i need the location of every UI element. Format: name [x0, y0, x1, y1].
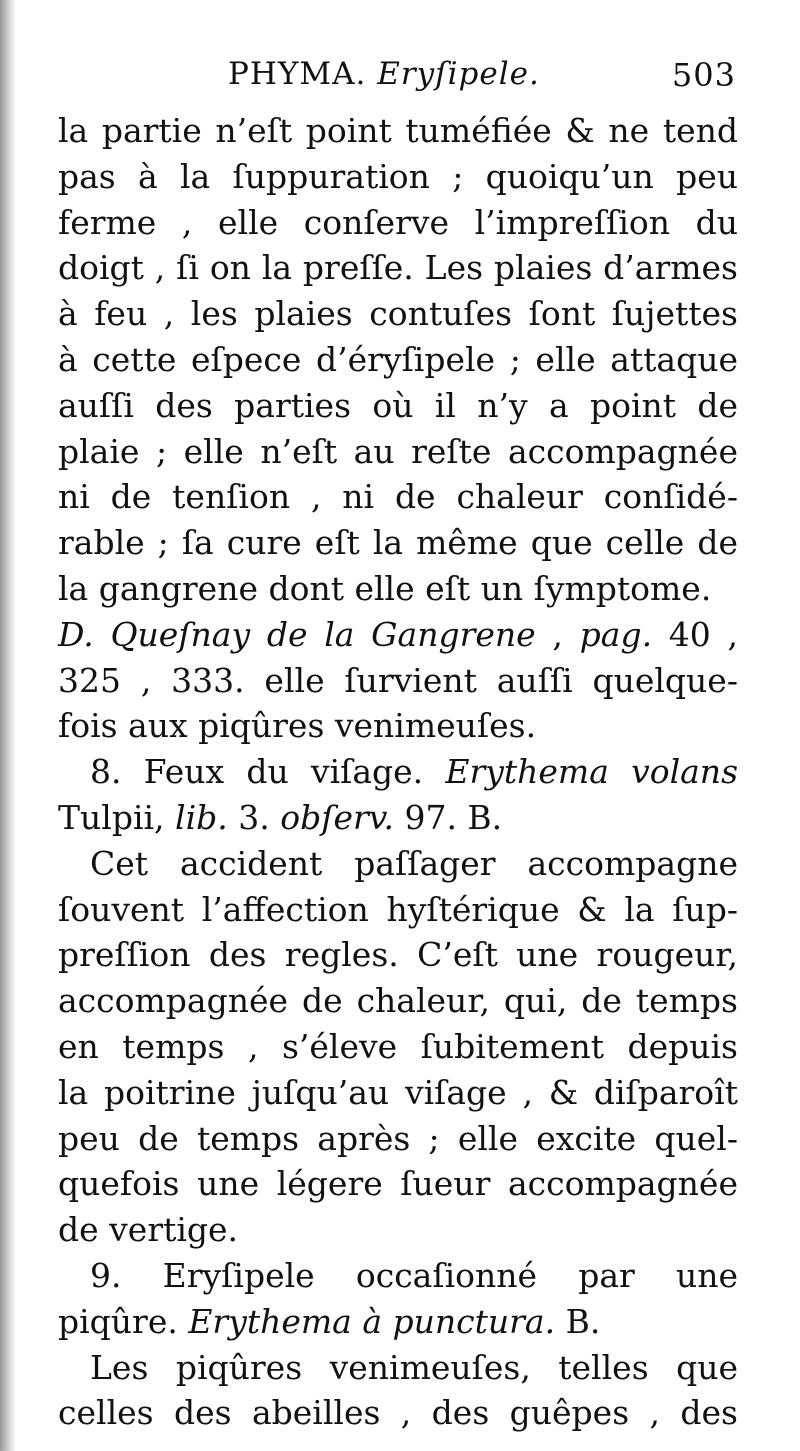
text-line — [58, 1207, 738, 1253]
text-line — [58, 154, 738, 200]
text-line — [58, 200, 738, 246]
text-segment: en temps , s’éleve ſubitement depuis — [58, 1026, 738, 1066]
body-text — [58, 108, 738, 1436]
text-segment: Les piqûres venimeuſes, telles que — [90, 1347, 738, 1387]
text-segment: 325 , 333. elle ſurvient auſſi quelque- — [58, 660, 738, 700]
text-line — [58, 1299, 738, 1345]
text-segment: 3. — [227, 797, 281, 837]
italic-segment: obſerv. — [280, 797, 394, 837]
text-segment: pas à la ſuppuration ; quoiqu’un peu — [58, 156, 738, 196]
text-line — [58, 658, 738, 704]
text-line — [58, 1345, 738, 1391]
text-segment: 97. B. — [393, 797, 503, 837]
italic-segment: Erythema volans — [445, 752, 738, 792]
text-line — [58, 749, 738, 795]
text-line — [58, 520, 738, 566]
text-segment: ſouvent l’affection hyſtérique & la ſup- — [58, 889, 738, 929]
italic-segment: pag. — [579, 614, 653, 654]
text-line — [58, 474, 738, 520]
text-segment: Tulpii, — [58, 797, 176, 837]
page-header — [58, 48, 738, 108]
text-line — [58, 1116, 738, 1162]
text-segment: piqûre. — [58, 1301, 189, 1341]
book-page — [58, 48, 738, 1436]
text-segment: plaie ; elle n’eſt au reſte accompagnée — [58, 431, 738, 471]
text-segment: celles des abeilles , des guêpes , des — [58, 1393, 738, 1433]
text-line — [58, 703, 738, 749]
text-segment: peu de temps après ; elle excite quel- — [58, 1118, 738, 1158]
running-head-title: PHYMA. — [228, 56, 367, 92]
text-line — [58, 841, 738, 887]
italic-segment: D. Queſnay de la Gangrene — [58, 614, 536, 654]
text-line — [58, 245, 738, 291]
text-segment: de vertige. — [58, 1210, 239, 1250]
italic-segment: lib. — [175, 797, 228, 837]
text-segment: 40 , — [652, 614, 738, 654]
text-line — [58, 566, 738, 612]
text-line — [58, 1161, 738, 1207]
page-gutter-shadow — [0, 0, 16, 1451]
text-segment: 9. Eryſipele occaſionné par une — [90, 1255, 738, 1295]
text-line — [58, 337, 738, 383]
text-segment: quefois une légere ſueur accompagnée — [58, 1164, 738, 1204]
text-line — [58, 932, 738, 978]
text-line — [58, 429, 738, 475]
text-segment: fois aux piqûres venimeuſes. — [58, 706, 537, 746]
text-segment: Cet accident paſſager accompagne — [90, 843, 738, 883]
text-segment: preſſion des regles. C’eſt une rougeur, — [58, 935, 738, 975]
text-line — [58, 795, 738, 841]
text-segment: rable ; ſa cure eſt la même que celle de — [58, 523, 738, 563]
text-line — [58, 1253, 738, 1299]
text-segment: auſſi des parties où il n’y a point de — [58, 385, 738, 425]
text-segment: accompagnée de chaleur, qui, de temps — [58, 981, 738, 1021]
page-number: 503 — [671, 56, 736, 94]
text-segment: , — [535, 614, 580, 654]
text-line — [58, 612, 738, 658]
text-line — [58, 887, 738, 933]
text-line — [58, 1070, 738, 1116]
text-line — [58, 978, 738, 1024]
text-segment: la gangrene dont elle eſt un ſymptome. — [58, 568, 712, 608]
text-segment: ni de tenſion , ni de chaleur conſidé- — [58, 477, 738, 517]
text-line — [58, 383, 738, 429]
text-line — [58, 1024, 738, 1070]
text-segment: la poitrine juſqu’au viſage , & diſparoît — [58, 1072, 738, 1112]
text-segment: la partie n’eſt point tuméfiée & ne tend — [58, 111, 738, 150]
text-segment: 8. Feux du viſage. — [90, 752, 446, 792]
text-segment: B. — [555, 1301, 601, 1341]
running-head-subject: Eryſipele. — [377, 56, 540, 92]
text-segment: doigt , ſi on la preſſe. Les plaies d’armes — [58, 248, 738, 288]
running-head — [228, 56, 540, 92]
text-segment: ferme , elle conſerve l’impreſſion du — [58, 202, 738, 242]
text-segment: à cette eſpece d’éryſipele ; elle attaque — [58, 339, 738, 379]
text-line — [58, 1390, 738, 1436]
italic-segment: Erythema à punctura. — [188, 1301, 556, 1341]
text-line — [58, 291, 738, 337]
text-segment: à feu , les plaies contuſes ſont ſujettes — [58, 294, 738, 334]
text-line — [58, 108, 738, 154]
